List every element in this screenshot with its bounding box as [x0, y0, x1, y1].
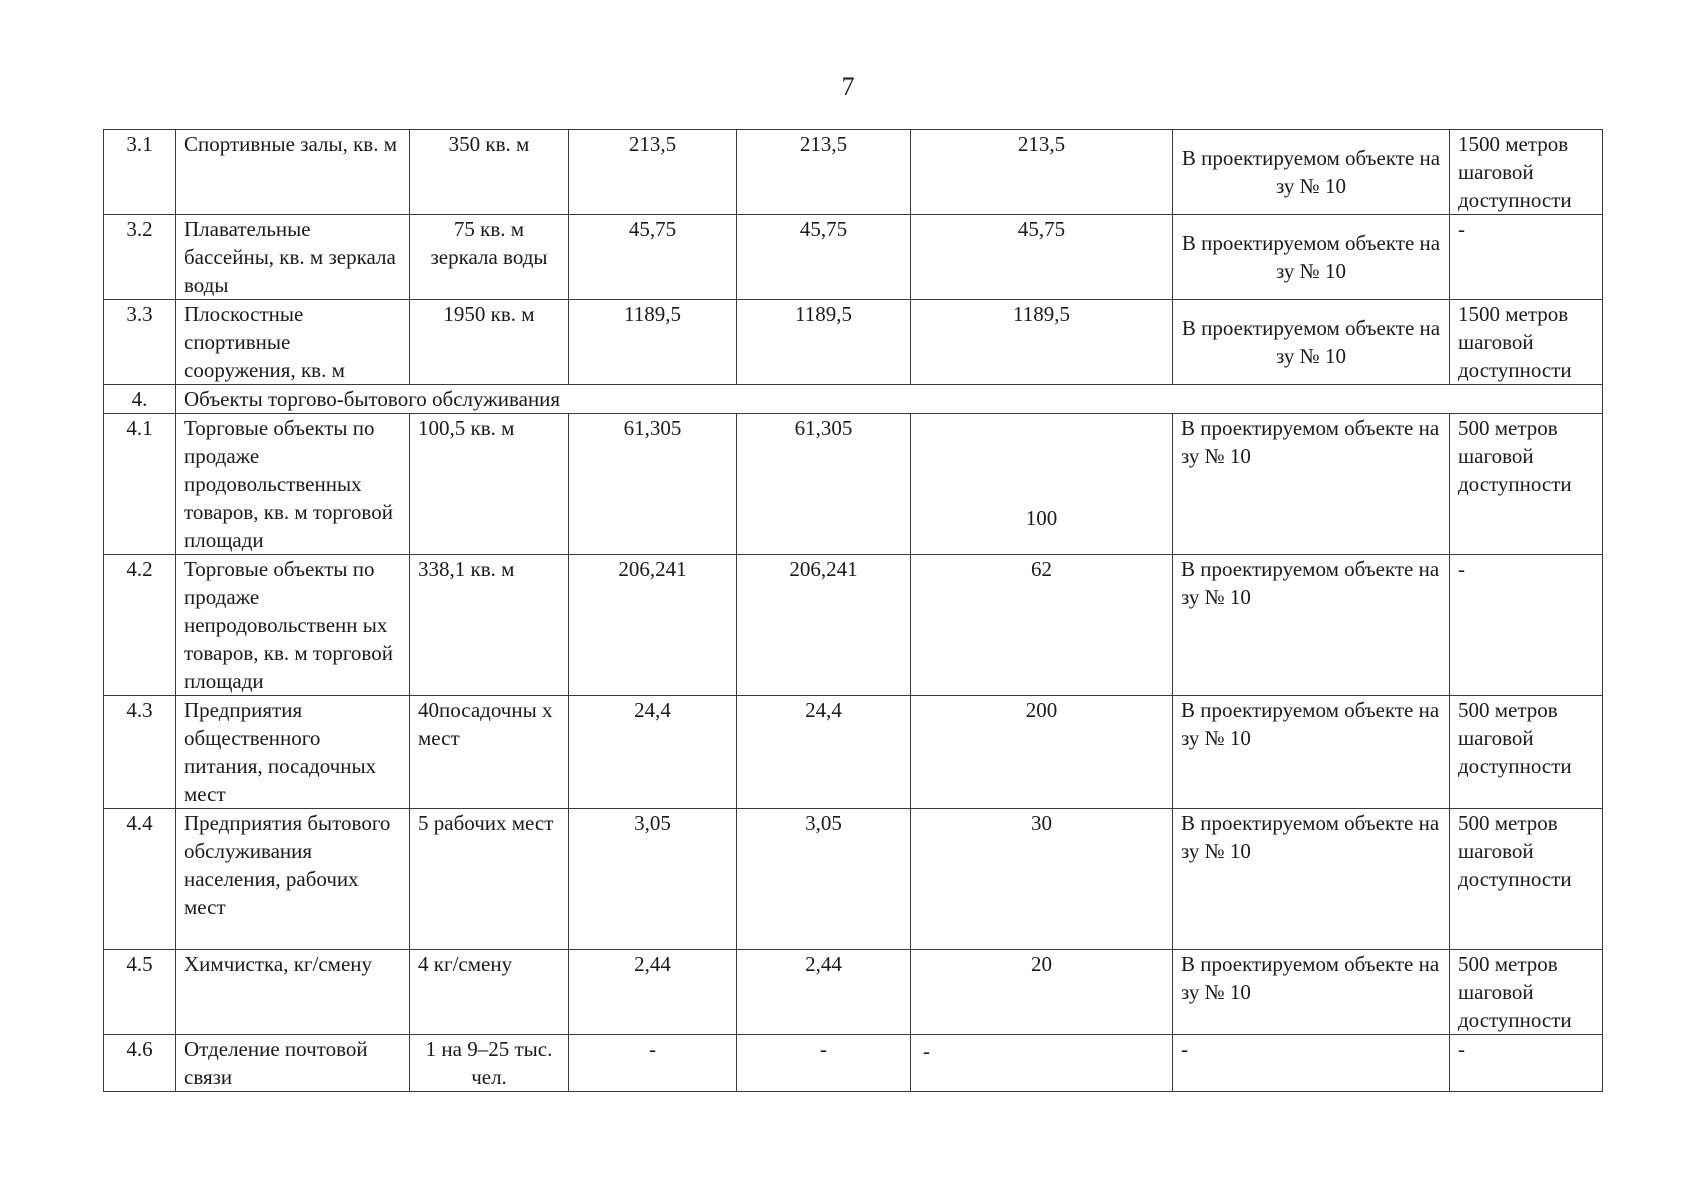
norm-value: 4 кг/смену: [410, 950, 569, 1035]
placement: -: [1173, 1035, 1450, 1092]
section-row: [104, 385, 1603, 414]
row-number: 3.3: [104, 300, 176, 385]
norm-value: 75 кв. м зеркала воды: [410, 215, 569, 300]
value-1: 2,44: [569, 950, 737, 1035]
facility-name: Предприятия бытового обслуживания населения, рабочих мест: [176, 809, 410, 950]
value-1: 24,4: [569, 696, 737, 809]
value-2: 206,241: [737, 555, 911, 696]
norm-value: 338,1 кв. м: [410, 555, 569, 696]
norm-value: 350 кв. м: [410, 130, 569, 215]
table-row: [104, 1035, 1603, 1092]
facilities-table: [103, 129, 1603, 1092]
placement: В проектируемом объекте на зу № 10: [1173, 414, 1450, 555]
placement: В проектируемом объекте на зу № 10: [1173, 809, 1450, 950]
table-row: [104, 696, 1603, 809]
facility-name: Спортивные залы, кв. м: [176, 130, 410, 215]
facility-name: Плавательные бассейны, кв. м зеркала воды: [176, 215, 410, 300]
placement: В проектируемом объекте на зу № 10: [1173, 950, 1450, 1035]
row-number: 4.1: [104, 414, 176, 555]
placement: В проектируемом объекте на зу № 10: [1173, 300, 1450, 385]
accessibility: 500 метров шаговой доступности: [1450, 950, 1603, 1035]
accessibility: 1500 метров шаговой доступности: [1450, 130, 1603, 215]
value-3: 213,5: [911, 130, 1173, 215]
table-row: [104, 300, 1603, 385]
row-number: 4.2: [104, 555, 176, 696]
value-3: 1189,5: [911, 300, 1173, 385]
norm-value: 100,5 кв. м: [410, 414, 569, 555]
accessibility: 1500 метров шаговой доступности: [1450, 300, 1603, 385]
value-3: 200: [911, 696, 1173, 809]
value-3: 20: [911, 950, 1173, 1035]
accessibility: 500 метров шаговой доступности: [1450, 414, 1603, 555]
norm-value: 5 рабочих мест: [410, 809, 569, 950]
norm-value: 1 на 9–25 тыс. чел.: [410, 1035, 569, 1092]
value-3: 62: [911, 555, 1173, 696]
table-row: [104, 950, 1603, 1035]
accessibility: -: [1450, 215, 1603, 300]
facility-name: Химчистка, кг/смену: [176, 950, 410, 1035]
facility-name: Торговые объекты по продаже продовольственных товаров, кв. м торговой площади: [176, 414, 410, 555]
table-row: [104, 215, 1603, 300]
value-1: 213,5: [569, 130, 737, 215]
row-number: 3.1: [104, 130, 176, 215]
value-3: 30: [911, 809, 1173, 950]
value-3: -: [911, 1035, 1173, 1092]
value-2: 61,305: [737, 414, 911, 555]
value-2: 213,5: [737, 130, 911, 215]
value-2: -: [737, 1035, 911, 1092]
row-number: 4.6: [104, 1035, 176, 1092]
section-title: Объекты торгово-бытового обслуживания: [176, 385, 1603, 414]
value-2: 1189,5: [737, 300, 911, 385]
value-1: 3,05: [569, 809, 737, 950]
placement: В проектируемом объекте на зу № 10: [1173, 696, 1450, 809]
value-2: 45,75: [737, 215, 911, 300]
facility-name: Плоскостные спортивные сооружения, кв. м: [176, 300, 410, 385]
norm-value: 1950 кв. м: [410, 300, 569, 385]
table-row: [104, 555, 1603, 696]
facility-name: Торговые объекты по продаже непродовольственн ых товаров, кв. м торговой площади: [176, 555, 410, 696]
accessibility: -: [1450, 1035, 1603, 1092]
placement: В проектируемом объекте на зу № 10: [1173, 130, 1450, 215]
row-number: 4.5: [104, 950, 176, 1035]
accessibility: 500 метров шаговой доступности: [1450, 696, 1603, 809]
placement: В проектируемом объекте на зу № 10: [1173, 215, 1450, 300]
table-row: [104, 809, 1603, 950]
norm-value: 40посадочны х мест: [410, 696, 569, 809]
value-2: 3,05: [737, 809, 911, 950]
facility-name: Предприятия общественного питания, посадочных мест: [176, 696, 410, 809]
value-1: -: [569, 1035, 737, 1092]
value-1: 61,305: [569, 414, 737, 555]
value-2: 2,44: [737, 950, 911, 1035]
placement: В проектируемом объекте на зу № 10: [1173, 555, 1450, 696]
value-1: 1189,5: [569, 300, 737, 385]
row-number: 3.2: [104, 215, 176, 300]
value-1: 206,241: [569, 555, 737, 696]
section-number: 4.: [104, 385, 176, 414]
table-row: [104, 130, 1603, 215]
page-number: 7: [841, 72, 855, 101]
value-3: 45,75: [911, 215, 1173, 300]
accessibility: 500 метров шаговой доступности: [1450, 809, 1603, 950]
value-3: 100: [911, 414, 1173, 555]
facility-name: Отделение почтовой связи: [176, 1035, 410, 1092]
value-2: 24,4: [737, 696, 911, 809]
row-number: 4.3: [104, 696, 176, 809]
value-1: 45,75: [569, 215, 737, 300]
row-number: 4.4: [104, 809, 176, 950]
accessibility: -: [1450, 555, 1603, 696]
table-row: [104, 414, 1603, 555]
